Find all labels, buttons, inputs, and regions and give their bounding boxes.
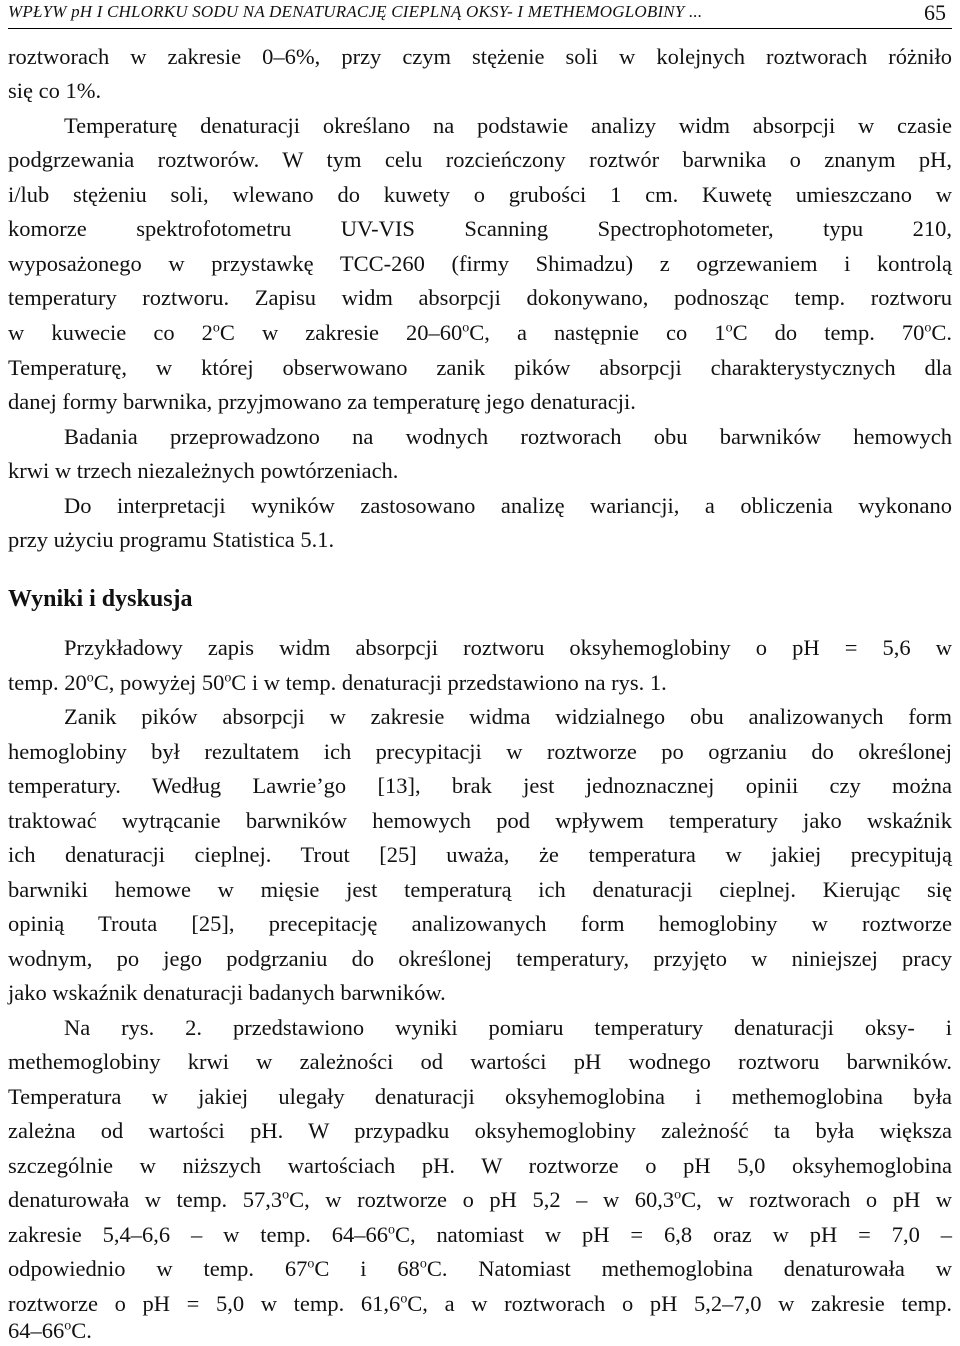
running-title: WPŁYW pH I CHLORKU SODU NA DENATURACJĘ CIEPLNĄ OKSY- I METHEMOGLOBINY ...	[8, 2, 703, 21]
text-line: podgrzewania roztworów. W tym celu rozcieńczony roztwór barwnika o znanym pH,	[8, 147, 952, 172]
text-line-with-superscripts: temp. 20$^o$C, powyżej 50$^o$C i w temp. denaturacji przedstawiono na rys. 1.	[8, 670, 667, 695]
text-line: zależna od wartości pH. W przypadku oksyhemoglobiny zależność ta była większa	[8, 1118, 952, 1143]
running-header	[8, 2, 952, 29]
text-line: temperatury roztworu. Zapisu widm absorpcji dokonywano, podnosząc temp. roztworu	[8, 285, 952, 310]
text-line: Zanik pików absorpcji w zakresie widma widzialnego obu analizowanych form	[64, 704, 952, 729]
text-line-with-superscripts: 64–66$^o$C.	[8, 1318, 92, 1343]
text-line: Badania przeprowadzono na wodnych roztworach obu barwników hemowych	[64, 424, 952, 449]
text-line: komorze spektrofotometru UV-VIS Scanning Spectrophotometer, typu 210,	[8, 216, 952, 241]
text-line: wodnym, po jego podgrzaniu do określonej temperatury, przyjęto w niniejszej pracy	[8, 946, 952, 971]
text-line: Przykładowy zapis widm absorpcji roztworu oksyhemoglobiny o pH = 5,6 w	[64, 635, 952, 660]
text-line: Temperaturę denaturacji określano na podstawie analizy widm absorpcji w czasie	[64, 113, 952, 138]
text-line-with-superscripts: denaturowała w temp. 57,3$^o$C, w roztworze o pH 5,2 – w 60,3$^o$C, w roztworach o pH w	[8, 1187, 953, 1212]
text-line: barwniki hemowe w mięsie jest temperaturą ich denaturacji cieplnej. Kierując się	[8, 877, 952, 902]
page-number: 65	[924, 0, 946, 25]
text-line: szczególnie w niższych wartościach pH. W roztworze o pH 5,0 oksyhemoglobina	[8, 1153, 952, 1178]
text-line-with-superscripts: w kuwecie co 2$^o$C w zakresie 20–60$^o$C, a następnie co 1$^o$C do temp. 70$^o$C.	[8, 320, 952, 345]
text-line: Na rys. 2. przedstawiono wyniki pomiaru temperatury denaturacji oksy- i	[64, 1015, 952, 1040]
text-line: przy użyciu programu Statistica 5.1.	[8, 527, 335, 552]
text-line-with-superscripts: zakresie 5,4–6,6 – w temp. 64–66$^o$C, natomiast w pH = 6,8 oraz w pH = 7,0 –	[8, 1222, 952, 1247]
text-line: traktować wytrącanie barwników hemowych pod wpływem temperatury jako wskaźnik	[8, 808, 952, 833]
text-line-with-superscripts: odpowiednio w temp. 67$^o$C i 68$^o$C. Natomiast methemoglobina denaturowała w	[8, 1256, 952, 1281]
section-heading: Wyniki i dyskusja	[8, 586, 193, 612]
text-line-with-superscripts: roztworze o pH = 5,0 w temp. 61,6$^o$C, a w roztworach o pH 5,2–7,0 w zakresie temp.	[8, 1291, 953, 1316]
text-line: jako wskaźnik denaturacji badanych barwników.	[8, 980, 446, 1005]
text-line: methemoglobiny krwi w zależności od wartości pH wodnego roztworu barwników.	[8, 1049, 952, 1074]
text-line: wyposażonego w przystawkę TCC-260 (firmy Shimadzu) z ogrzewaniem i kontrolą	[8, 251, 952, 276]
text-line: i/lub stężeniu soli, wlewano do kuwety o grubości 1 cm. Kuwetę umieszczano w	[8, 182, 952, 207]
text-line: danej formy barwnika, przyjmowano za temperaturę jego denaturacji.	[8, 389, 636, 414]
text-line: hemoglobiny był rezultatem ich precypitacji w roztworze po ogrzaniu do określonej	[8, 739, 952, 764]
text-line: temperatury. Według Lawrie’go [13], brak jest jednoznacznej opinii czy można	[8, 773, 952, 798]
text-line: roztworach w zakresie 0–6%, przy czym stężenie soli w kolejnych roztworach różniło	[8, 44, 952, 69]
text-line: opinią Trouta [25], precepitację analizowanych form hemoglobiny w roztworze	[8, 911, 952, 936]
text-line: Do interpretacji wyników zastosowano analizę wariancji, a obliczenia wykonano	[64, 493, 952, 518]
text-line: Temperaturę, w której obserwowano zanik pików absorpcji charakterystycznych dla	[8, 355, 952, 380]
text-line: się co 1%.	[8, 78, 102, 103]
text-line: ich denaturacji cieplnej. Trout [25] uważa, że temperatura w jakiej precypitują	[8, 842, 952, 867]
text-line: Temperatura w jakiej ulegały denaturacji oksyhemoglobina i methemoglobina była	[8, 1084, 952, 1109]
text-line: krwi w trzech niezależnych powtórzeniach.	[8, 458, 399, 483]
